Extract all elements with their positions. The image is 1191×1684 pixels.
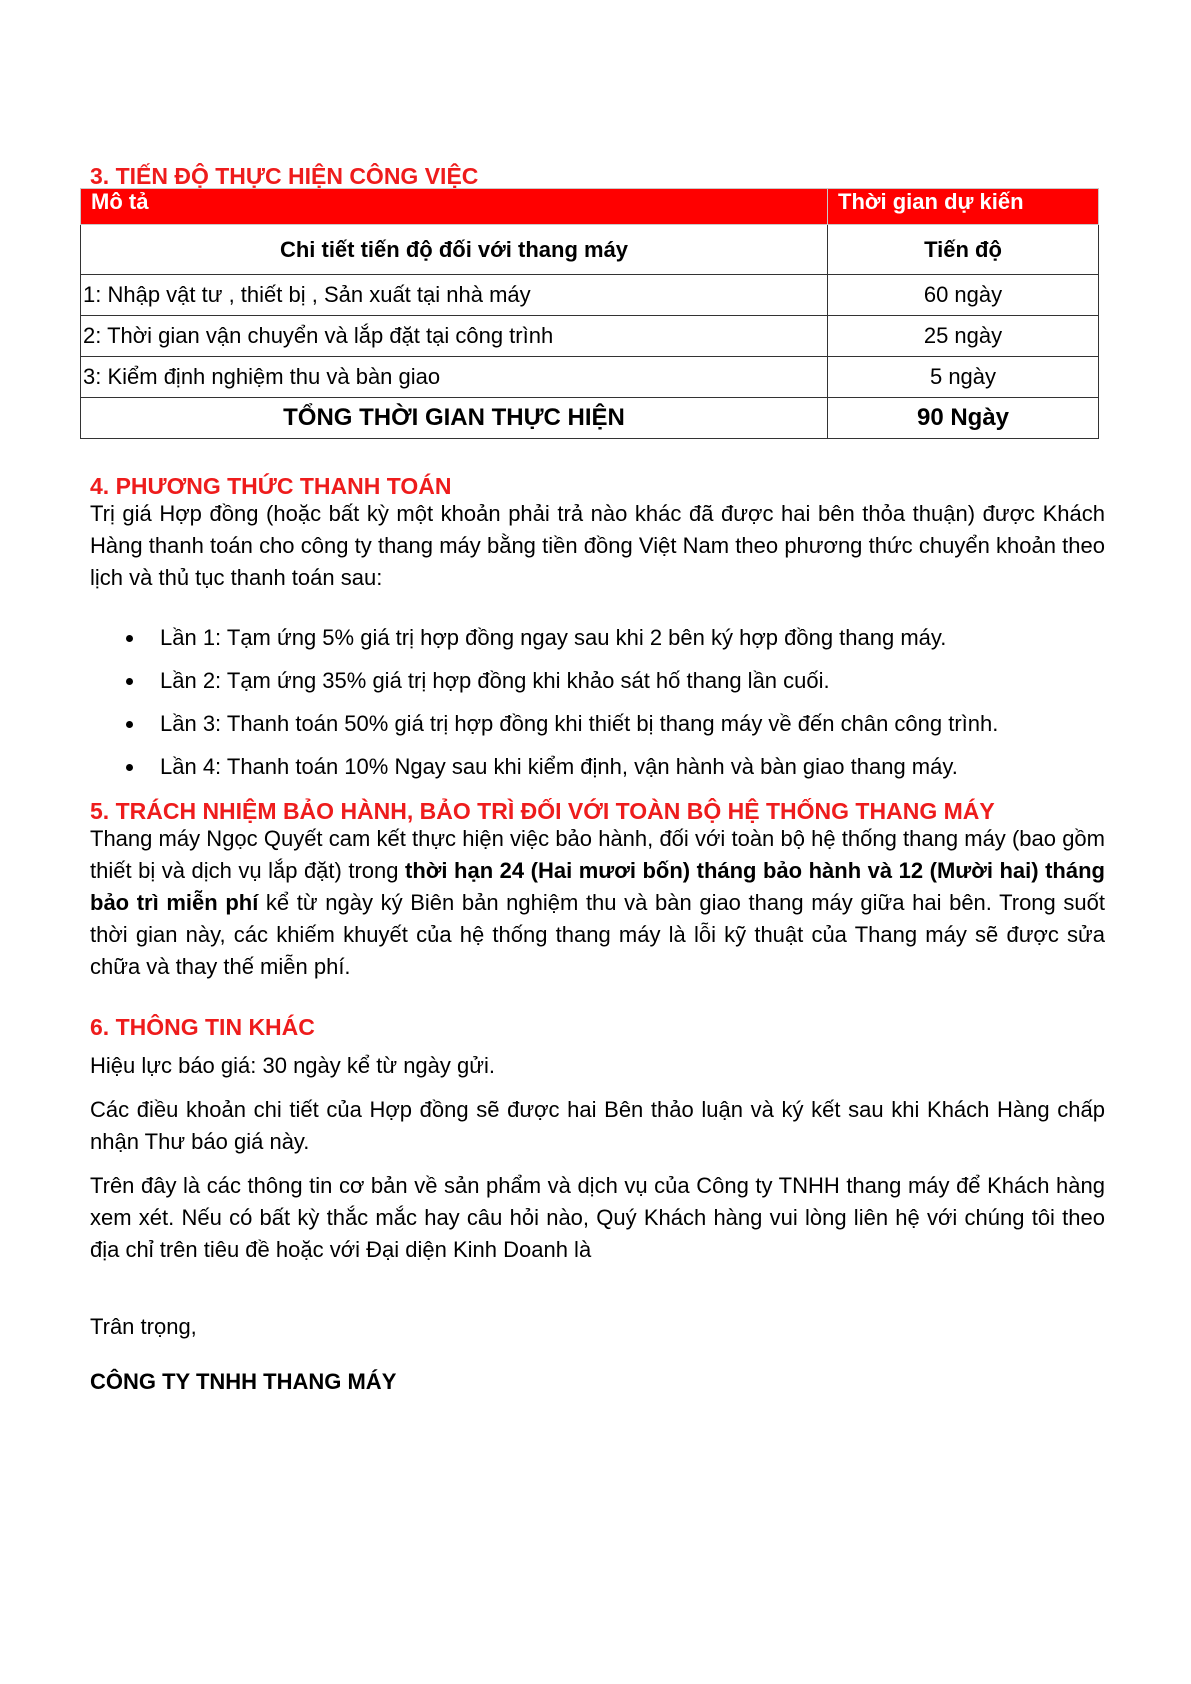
table-cell-desc: 3: Kiểm định nghiệm thu và bàn giao bbox=[81, 357, 828, 398]
list-item-text: Lần 3: Thanh toán 50% giá trị hợp đồng khi thiết bị thang máy về đến chân công trình. bbox=[160, 711, 999, 736]
bullet-icon bbox=[126, 635, 133, 642]
list-item-text: Lần 2: Tạm ứng 35% giá trị hợp đồng khi khảo sát hố thang lần cuối. bbox=[160, 668, 830, 693]
section6-terms: Các điều khoản chi tiết của Hợp đồng sẽ được hai Bên thảo luận và ký kết sau khi Khách Hàng chấp nhận Thư báo giá này. bbox=[90, 1097, 1105, 1154]
table-header-row bbox=[81, 189, 1099, 225]
section4-intro: Trị giá Hợp đồng (hoặc bất kỳ một khoản phải trả nào khác đã được hai bên thỏa thuận) được Khách Hàng thanh toán cho công ty thang máy bằng tiền đồng Việt Nam theo phương thức chuyển khoản theo lịch và thủ tục thanh toán sau: bbox=[90, 501, 1105, 590]
section6-contact: Trên đây là các thông tin cơ bản về sản phẩm và dịch vụ của Công ty TNHH thang máy để Khách hàng xem xét. Nếu có bất kỳ thắc mắc hay câu hỏi nào, Quý Khách hàng vui lòng liên hệ với chúng tôi theo địa chỉ trên tiêu đề hoặc với Đại diện Kinh Doanh là bbox=[90, 1173, 1105, 1262]
section5-text-bold: thời hạn 24 (Hai mươi bốn) tháng bảo hành và 12 (Mười hai) tháng bảo trì miễn phí bbox=[90, 858, 1105, 915]
list-item bbox=[90, 708, 998, 751]
table-total-value: 90 Ngày bbox=[828, 398, 1099, 439]
section5-text-after: kể từ ngày ký Biên bản nghiệm thu và bàn giao thang máy giữa hai bên. Trong suốt thời gian này, các khiếm khuyết của hệ thống thang máy là lỗi kỹ thuật của Thang máy sẽ được sửa chữa và thay thế miễn phí. bbox=[90, 890, 1105, 979]
schedule-table bbox=[80, 188, 1099, 439]
table-total-label: TỔNG THỜI GIAN THỰC HIỆN bbox=[81, 398, 828, 439]
table-cell-time: 25 ngày bbox=[828, 316, 1099, 357]
table-row bbox=[81, 316, 1099, 357]
table-header-description: Mô tả bbox=[81, 189, 828, 225]
table-row bbox=[81, 275, 1099, 316]
closing-regards: Trân trọng, bbox=[90, 1314, 197, 1339]
closing-company: CÔNG TY TNHH THANG MÁY bbox=[90, 1369, 397, 1394]
bullet-icon bbox=[126, 721, 133, 728]
table-subheader-progress: Tiến độ bbox=[828, 225, 1099, 275]
bullet-icon bbox=[126, 678, 133, 685]
section5-text-before: Thang máy Ngọc Quyết cam kết thực hiện việc bảo hành, đối với toàn bộ hệ thống thang máy (bao gồm thiết bị và dịch vụ lắp đặt) trong bbox=[90, 826, 1105, 883]
payment-list bbox=[90, 622, 998, 794]
table-cell-desc: 1: Nhập vật tư , thiết bị , Sản xuất tại nhà máy bbox=[81, 275, 828, 316]
table-total-row bbox=[81, 398, 1099, 439]
section6-validity: Hiệu lực báo giá: 30 ngày kể từ ngày gửi. bbox=[90, 1053, 495, 1078]
table-cell-desc: 2: Thời gian vận chuyển và lắp đặt tại công trình bbox=[81, 316, 828, 357]
table-cell-time: 60 ngày bbox=[828, 275, 1099, 316]
table-subheader-detail: Chi tiết tiến độ đối với thang máy bbox=[81, 225, 828, 275]
list-item bbox=[90, 665, 998, 708]
table-subheader-row bbox=[81, 225, 1099, 275]
section3-heading: 3. TIẾN ĐỘ THỰC HIỆN CÔNG VIỆC bbox=[90, 163, 479, 189]
section4-heading: 4. PHƯƠNG THỨC THANH TOÁN bbox=[90, 473, 452, 499]
table-row bbox=[81, 357, 1099, 398]
list-item-text: Lần 1: Tạm ứng 5% giá trị hợp đồng ngay sau khi 2 bên ký hợp đồng thang máy. bbox=[160, 625, 947, 650]
bullet-icon bbox=[126, 764, 133, 771]
table-header-time: Thời gian dự kiến bbox=[828, 189, 1099, 225]
section5-text bbox=[90, 823, 1105, 983]
list-item bbox=[90, 622, 998, 665]
section6-heading: 6. THÔNG TIN KHÁC bbox=[90, 1014, 315, 1040]
list-item bbox=[90, 751, 998, 794]
section5-heading: 5. TRÁCH NHIỆM BẢO HÀNH, BẢO TRÌ ĐỐI VỚI TOÀN BỘ HỆ THỐNG THANG MÁY bbox=[90, 798, 995, 824]
list-item-text: Lần 4: Thanh toán 10% Ngay sau khi kiểm định, vận hành và bàn giao thang máy. bbox=[160, 754, 958, 779]
table-cell-time: 5 ngày bbox=[828, 357, 1099, 398]
